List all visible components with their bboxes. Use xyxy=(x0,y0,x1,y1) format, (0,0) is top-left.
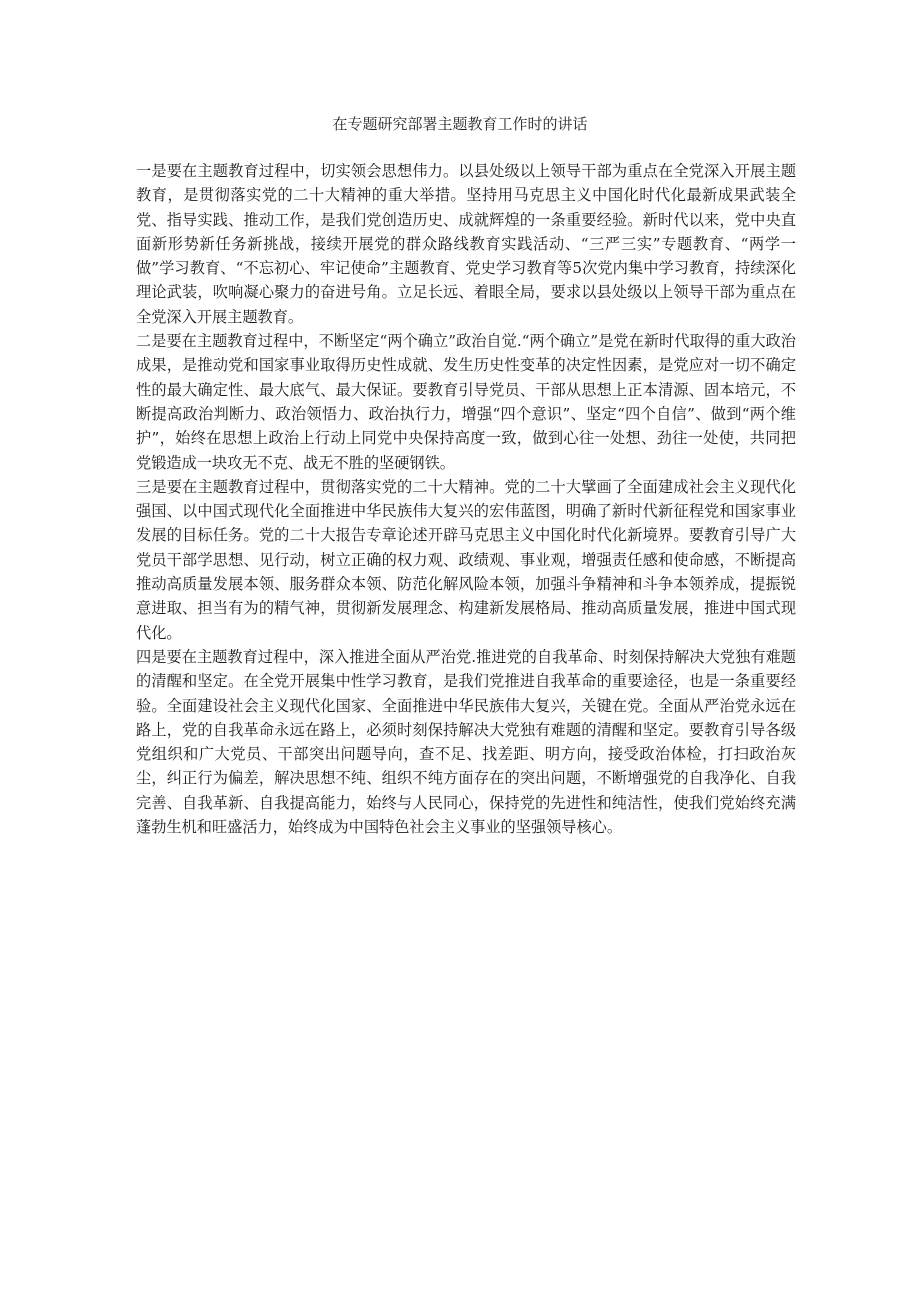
document-title: 在专题研究部署主题教育工作时的讲话 xyxy=(332,115,588,133)
paragraph-2: 二是要在主题教育过程中，不断坚定“两个确立”政治自觉.“两个确立”是党在新时代取得的重大政治成果，是推动党和国家事业取得历史性成就、发生历史性变革的决定性因素，是党应对一切不确定性的最大确定性、最大底气、最大保证。要教育引导党员、干部从思想上正本清源、固本培元，不断提高政治判断力、政治领悟力、政治执行力，增强“四个意识”、坚定“四个自信”、做到“两个维护”，始终在思想上政治上行动上同党中央保持高度一致，做到心往一处想、劲往一处使，共同把党锻造成一块攻无不克、战无不胜的坚硬钢铁。 xyxy=(136,332,796,472)
document-body xyxy=(136,159,796,839)
paragraph-3: 三是要在主题教育过程中，贯彻落实党的二十大精神。党的二十大擘画了全面建成社会主义现代化强国、以中国式现代化全面推进中华民族伟大复兴的宏伟蓝图，明确了新时代新征程党和国家事业发展的目标任务。党的二十大报告专章论述开辟马克思主义中国化时代化新境界。要教育引导广大党员干部学思想、见行动，树立正确的权力观、政绩观、事业观，增强责任感和使命感，不断提高推动高质量发展本领、服务群众本领、防范化解风险本领，加强斗争精神和斗争本领养成，提振锐意进取、担当有为的精气神，贯彻新发展理念、构建新发展格局、推动高质量发展，推进中国式现代化。 xyxy=(136,477,796,642)
paragraph-1: 一是要在主题教育过程中，切实领会思想伟力。以县处级以上领导干部为重点在全党深入开展主题教育，是贯彻落实党的二十大精神的重大举措。坚持用马克思主义中国化时代化最新成果武装全党、指导实践、推动工作，是我们党创造历史、成就辉煌的一条重要经验。新时代以来，党中央直面新形势新任务新挑战，接续开展党的群众路线教育实践活动、“三严三实”专题教育、“两学一做”学习教育、“不忘初心、牢记使命”主题教育、党史学习教育等5次党内集中学习教育，持续深化理论武装，吹响凝心聚力的奋进号角。立足长远、着眼全局，要求以县处级以上领导干部为重点在全党深入开展主题教育。 xyxy=(136,162,796,326)
paragraph-4: 四是要在主题教育过程中，深入推进全面从严治党.推进党的自我革命、时刻保持解决大党独有难题的清醒和坚定。在全党开展集中性学习教育，是我们党推进自我革命的重要途径，也是一条重要经验。全面建设社会主义现代化国家、全面推进中华民族伟大复兴，关键在党。全面从严治党永远在路上，党的自我革命永远在路上，必须时刻保持解决大党独有难题的清醒和坚定。要教育引导各级党组织和广大党员、干部突出问题导向，查不足、找差距、明方向，接受政治体检，打扫政治灰尘，纠正行为偏差，解决思想不纯、组织不纯方面存在的突出问题，不断增强党的自我净化、自我完善、自我革新、自我提高能力，始终与人民同心，保持党的先进性和纯洁性，使我们党始终充满蓬勃生机和旺盛活力，始终成为中国特色社会主义事业的坚强领导核心。 xyxy=(136,647,796,837)
